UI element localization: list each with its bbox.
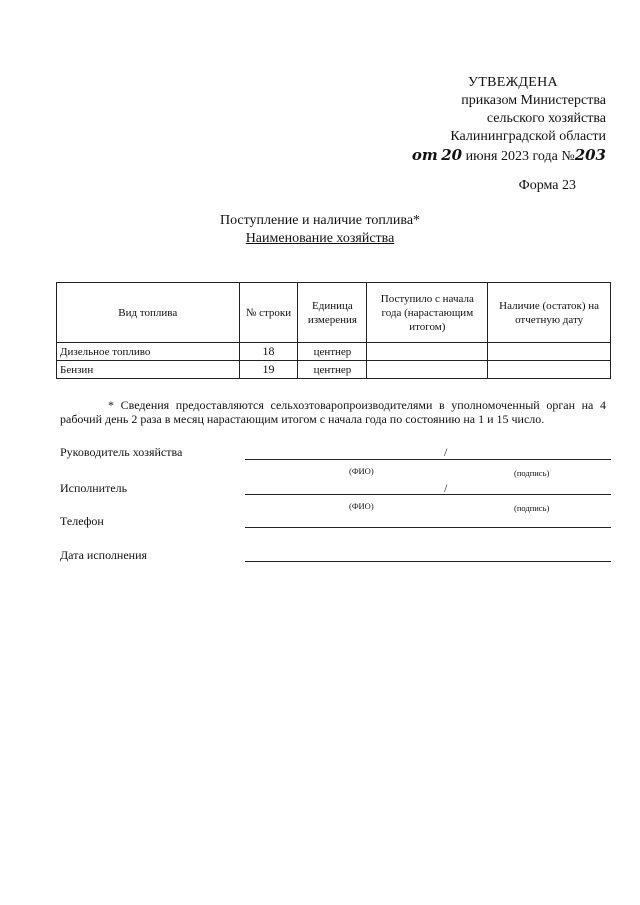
header-received: Поступило с начала года (нарастающим итогом) [367,283,488,343]
cell-line: 18 [239,343,298,361]
date-text: июня 2023 года № [465,149,575,164]
executor-signature-line[interactable] [245,494,611,495]
approval-date-line [380,146,606,166]
farm-name-heading: Наименование хозяйства [245,231,395,246]
cell-fuel: Дизельное топливо [57,343,240,361]
approval-title: УТВЕЖДЕНА [468,75,558,90]
approval-line-2: сельского хозяйства [486,111,606,126]
document-title: Поступление и наличие топлива* [219,213,421,228]
phone-line[interactable] [245,527,611,528]
cell-fuel: Бензин [57,361,240,379]
table-header-row [57,283,611,343]
date-prefix-handwritten: от [411,146,438,164]
header-unit: Единица измерения [298,283,367,343]
cell-balance[interactable] [488,343,611,361]
cell-unit: центнер [298,361,367,379]
table-row [57,343,611,361]
table-row [57,361,611,379]
approval-block [380,74,606,166]
executor-separator: / [444,481,448,495]
cell-received[interactable] [367,343,488,361]
cell-unit: центнер [298,343,367,361]
header-fuel-type: Вид топлива [57,283,240,343]
fuel-table [56,282,611,379]
head-separator: / [444,445,448,459]
executor-label: Исполнитель [60,481,128,495]
head-fio-caption: (ФИО) [349,466,374,476]
cell-received[interactable] [367,361,488,379]
document-title-block [150,212,490,248]
cell-balance[interactable] [488,361,611,379]
head-signature-line[interactable] [245,459,611,460]
header-balance: Наличие (остаток) на отчетную дату [488,283,611,343]
date-line[interactable] [245,561,611,562]
executor-fio-caption: (ФИО) [349,501,374,511]
executor-sign-caption: (подпись) [514,503,550,513]
form-label: Форма 23 [518,178,576,193]
cell-line: 19 [239,361,298,379]
head-label: Руководитель хозяйства [60,445,183,459]
date-label: Дата исполнения [60,548,148,562]
approval-line-3: Калининградской области [450,129,606,144]
order-number-handwritten: 203 [574,146,606,164]
footnote: * Сведения предоставляются сельхозтоваропроизводителями в уполномоченный орган на 4 рабочий день 2 раза в месяц нарастающим итогом с начала года по состоянию на 1 и 15 число. [60,398,606,426]
day-handwritten: 20 [441,146,463,164]
head-sign-caption: (подпись) [514,468,550,478]
phone-label: Телефон [60,514,104,528]
approval-line-1: приказом Министерства [461,93,606,108]
header-line-number: № строки [239,283,298,343]
